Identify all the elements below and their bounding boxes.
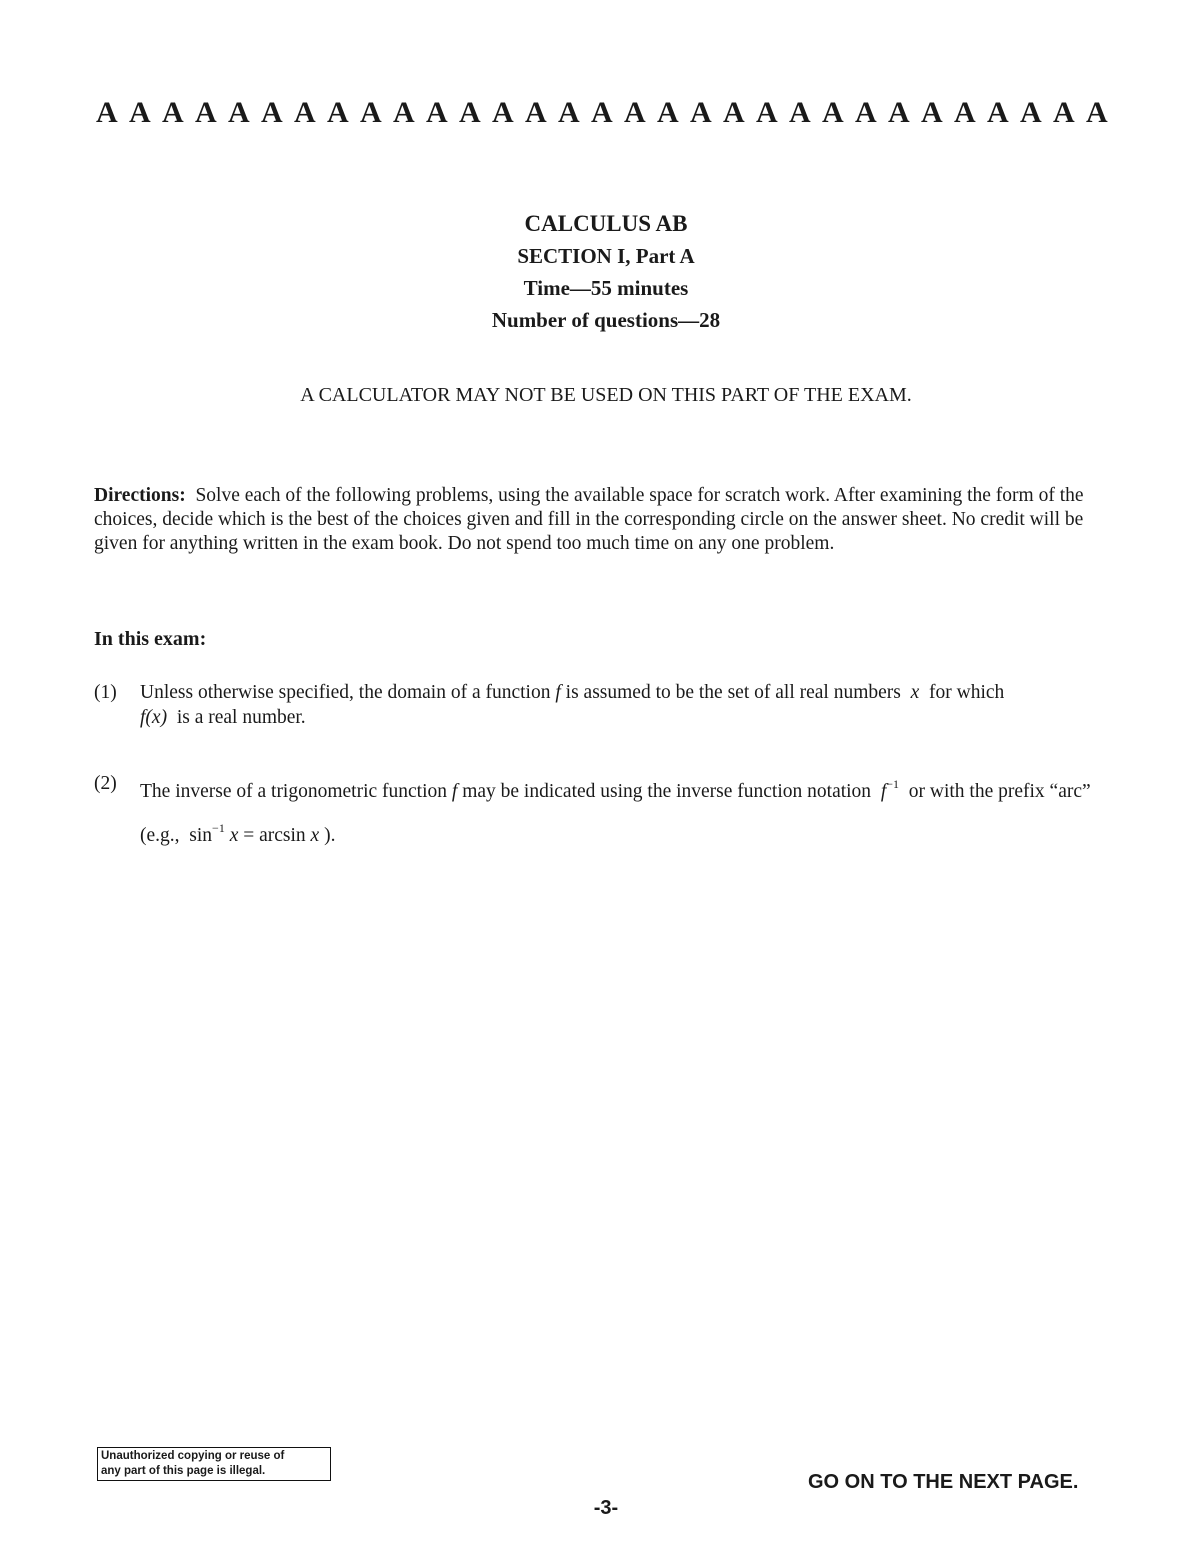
banner-letter: A: [789, 96, 811, 129]
note-text: may be indicated using the inverse function notation: [462, 781, 872, 802]
note-number: (2): [94, 773, 117, 794]
note-text: for which: [929, 682, 1005, 703]
banner-letter: A: [822, 96, 844, 129]
banner-letter: A: [162, 96, 184, 129]
section-a-banner: [96, 96, 1108, 130]
banner-letter: A: [624, 96, 646, 129]
banner-letter: A: [1086, 96, 1108, 129]
note-text: The inverse of a trigonometric function: [140, 781, 448, 802]
time-limit: Time—55 minutes: [523, 276, 689, 300]
banner-letter: A: [96, 96, 118, 129]
math-symbol: x: [229, 825, 239, 846]
banner-letter: A: [228, 96, 250, 129]
banner-letter: A: [525, 96, 547, 129]
math-operator: =: [243, 825, 255, 846]
math-function: arcsin: [259, 825, 306, 846]
course-title: CALCULUS AB: [524, 211, 688, 236]
banner-letter: A: [657, 96, 679, 129]
page-number: -3-: [593, 1497, 619, 1519]
banner-letter: A: [558, 96, 580, 129]
banner-letter: A: [129, 96, 151, 129]
exam-notes-heading: In this exam:: [94, 628, 207, 650]
math-symbol: f: [555, 682, 561, 703]
banner-letter: A: [294, 96, 316, 129]
note-text: ).: [324, 825, 336, 846]
math-symbol: f: [880, 781, 887, 802]
exam-note-2: [94, 766, 1116, 854]
math-symbol: x: [910, 682, 920, 703]
note-number: (1): [94, 682, 117, 703]
banner-letter: A: [261, 96, 283, 129]
math-symbol: x: [310, 825, 320, 846]
banner-letter: A: [591, 96, 613, 129]
banner-letter: A: [756, 96, 778, 129]
copyright-notice-line: any part of this page is illegal.: [101, 1465, 266, 1477]
math-expression: f(x): [140, 707, 168, 728]
directions-paragraph: [94, 484, 1106, 556]
question-count: Number of questions—28: [491, 308, 721, 332]
banner-letter: A: [921, 96, 943, 129]
note-body: [140, 680, 1116, 730]
copyright-notice-box: [97, 1447, 331, 1481]
directions-label: Directions:: [94, 485, 186, 506]
banner-letter: A: [1020, 96, 1042, 129]
banner-letter: A: [855, 96, 877, 129]
banner-letter: A: [393, 96, 415, 129]
math-function: sin: [189, 825, 213, 846]
note-body: [140, 766, 1116, 854]
banner-letter: A: [360, 96, 382, 129]
note-text: or with the prefix “arc” (e.g.,: [140, 781, 1091, 846]
exam-note-1: [94, 680, 1116, 730]
note-text: Unless otherwise specified, the domain of a function: [140, 682, 551, 703]
banner-letter: A: [954, 96, 976, 129]
copyright-notice-line: Unauthorized copying or reuse of: [101, 1450, 285, 1462]
section-title: SECTION I, Part A: [517, 244, 695, 268]
banner-letter: A: [459, 96, 481, 129]
math-superscript: −1: [886, 777, 900, 791]
banner-letter: A: [888, 96, 910, 129]
note-text: is a real number.: [176, 707, 306, 728]
math-superscript: −1: [212, 821, 225, 835]
calculator-notice: A CALCULATOR MAY NOT BE USED ON THIS PART OF THE EXAM.: [300, 384, 912, 406]
banner-letter: A: [327, 96, 349, 129]
note-text: is assumed to be the set of all real numbers: [565, 682, 901, 703]
directions-text: Solve each of the following problems, using the available space for scratch work. After examining the form of the choices, decide which is the best of the choices given and fill in the corresponding circle on the answer sheet. No credit will be given for anything written in the exam book. Do not spend too much time on any one problem.: [94, 485, 1084, 554]
banner-letter: A: [492, 96, 514, 129]
banner-letter: A: [723, 96, 745, 129]
banner-letter: A: [195, 96, 217, 129]
math-symbol: f: [451, 781, 458, 802]
banner-letter: A: [987, 96, 1009, 129]
go-on-instruction: GO ON TO THE NEXT PAGE.: [808, 1471, 1079, 1493]
exam-title-block: [0, 208, 1200, 336]
banner-letter: A: [1053, 96, 1075, 129]
banner-letter: A: [426, 96, 448, 129]
banner-letter: A: [690, 96, 712, 129]
